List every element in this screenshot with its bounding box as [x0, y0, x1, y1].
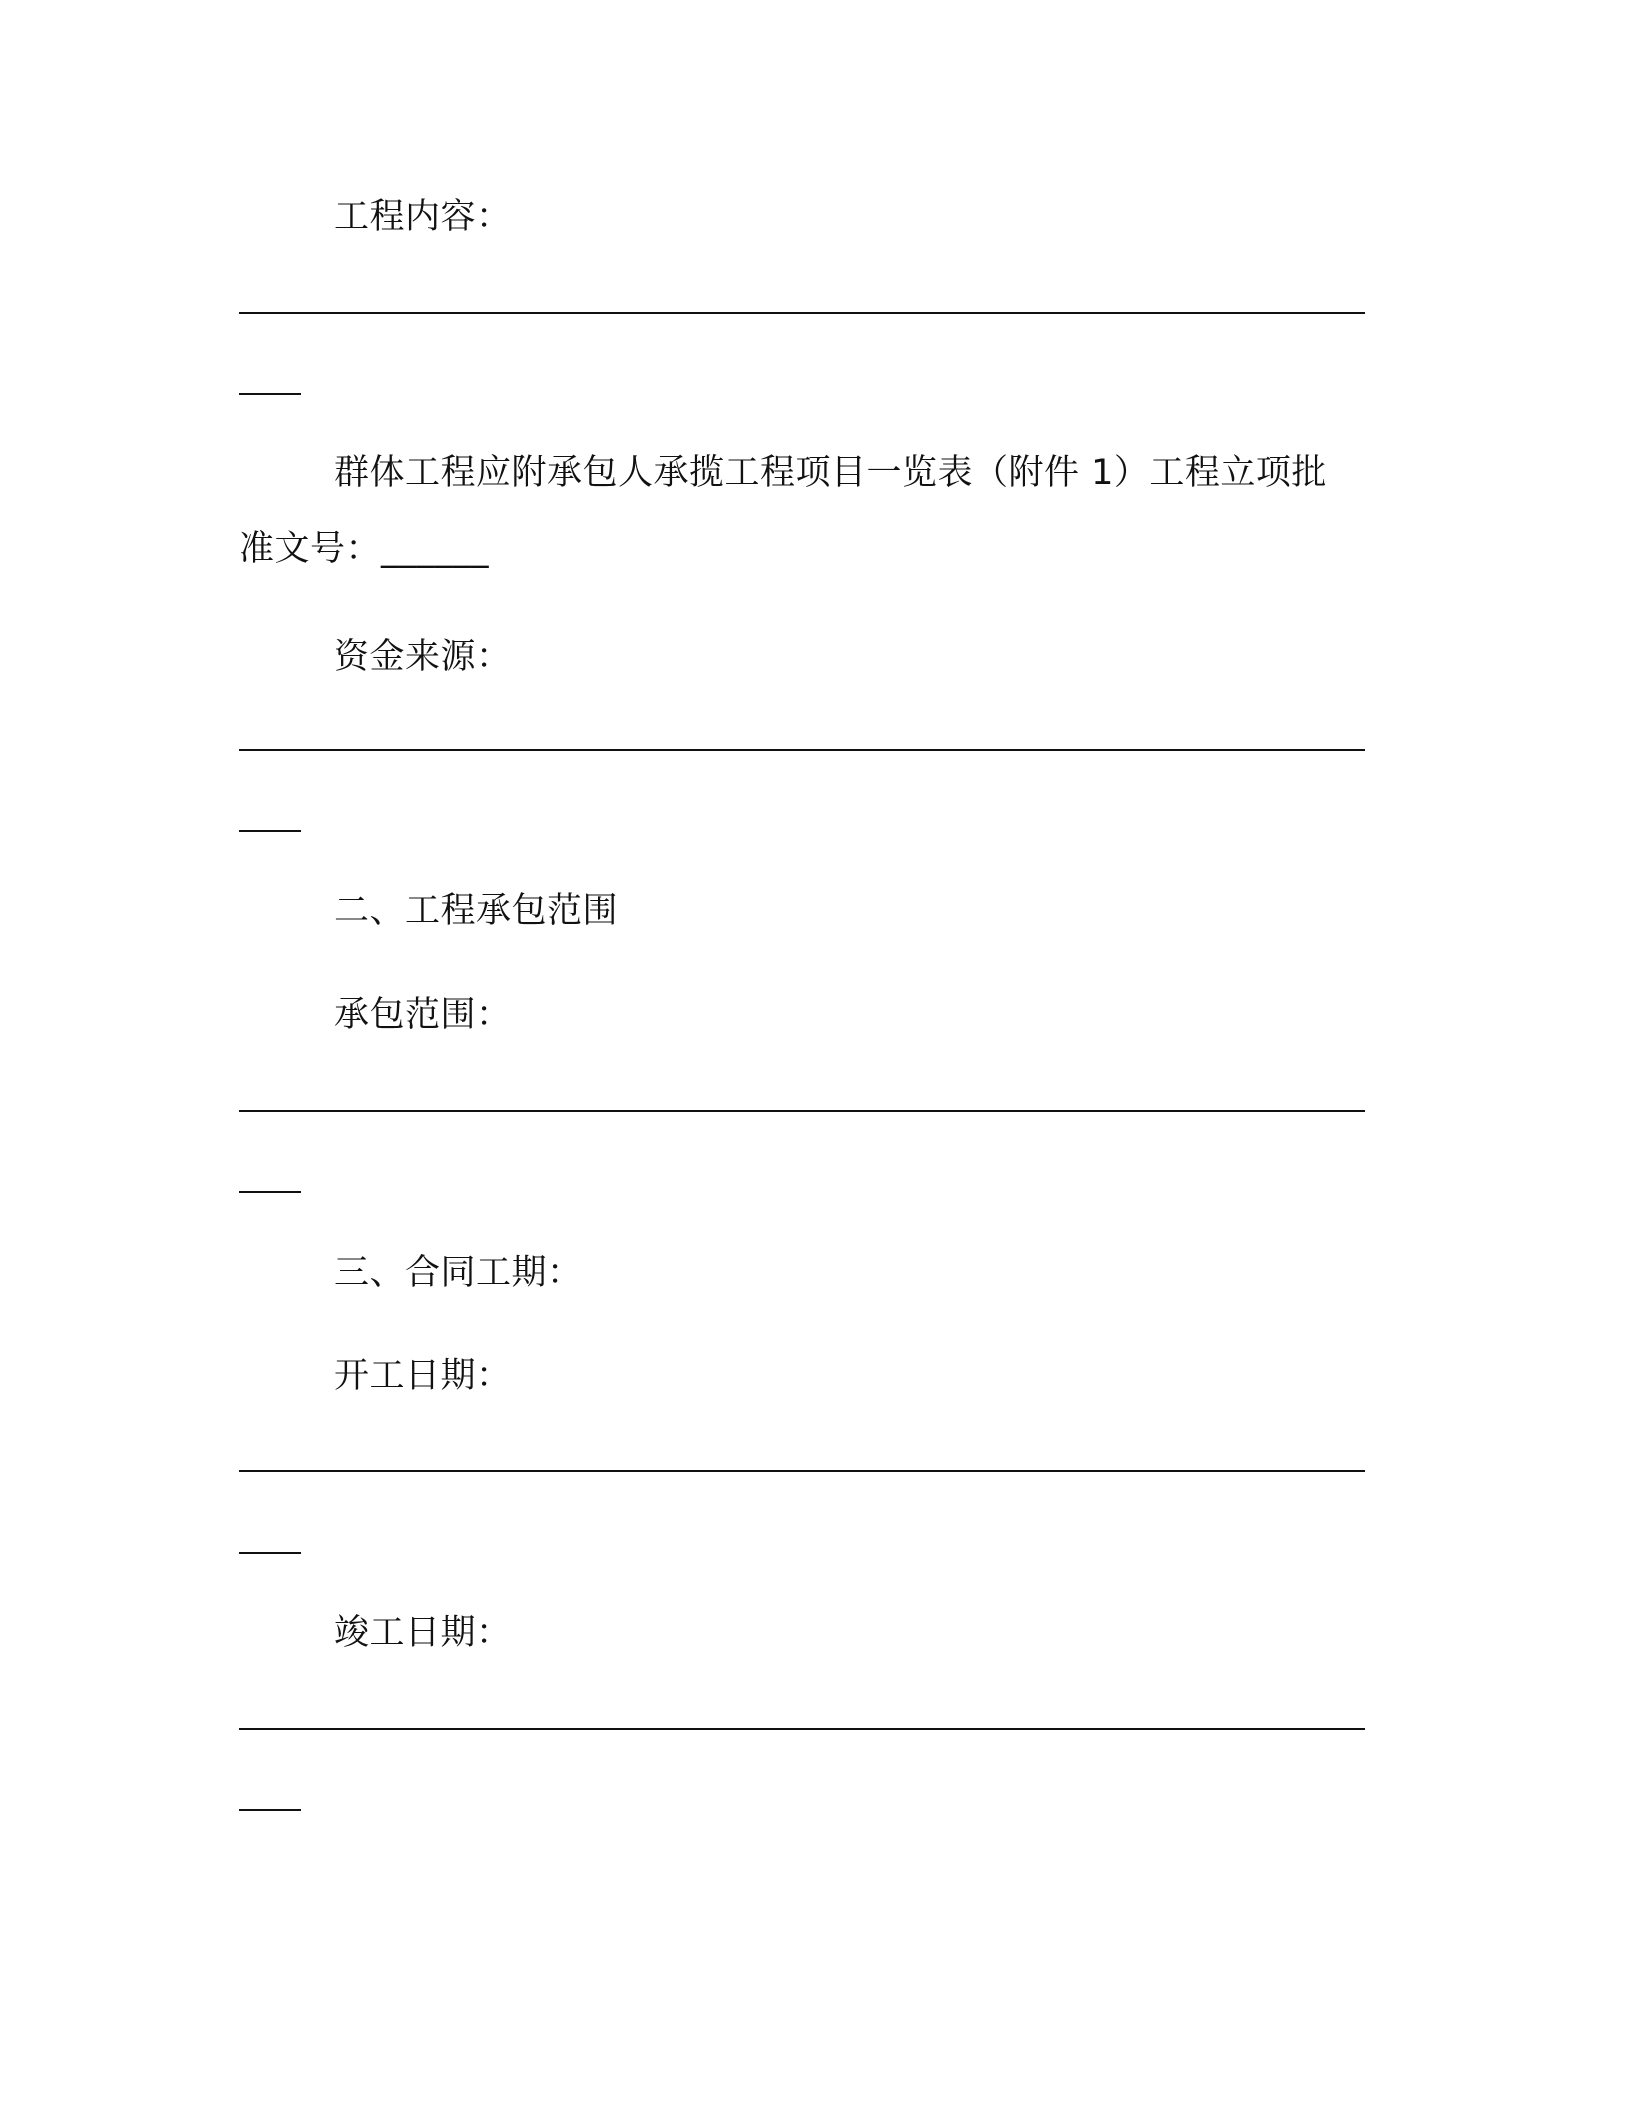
funding-source-fill-line-end: [239, 830, 301, 832]
completion-date-label: 竣工日期：: [334, 1613, 512, 1653]
scope-fill-line: [239, 1110, 1365, 1112]
completion-date-fill-line-end: [239, 1809, 301, 1811]
section-two-heading: 二、工程承包范围: [334, 891, 619, 931]
project-content-label: 工程内容：: [334, 197, 512, 237]
project-content-fill-line: [239, 312, 1365, 314]
scope-label: 承包范围：: [334, 995, 512, 1035]
funding-source-label: 资金来源：: [334, 637, 512, 677]
approval-number-label: 准文号：: [239, 529, 382, 569]
group-project-text-line1: 群体工程应附承包人承揽工程项目一览表（附件 1）工程立项批: [334, 453, 1327, 493]
start-date-label: 开工日期：: [334, 1356, 512, 1396]
project-content-fill-line-end: [239, 393, 301, 395]
approval-number-line: [239, 527, 489, 571]
start-date-fill-line-end: [239, 1552, 301, 1554]
scope-fill-line-end: [239, 1191, 301, 1193]
completion-date-fill-line: [239, 1728, 1365, 1730]
approval-number-blank: ______: [381, 529, 490, 569]
start-date-fill-line: [239, 1470, 1365, 1472]
section-three-heading: 三、合同工期：: [334, 1253, 583, 1293]
funding-source-fill-line: [239, 749, 1365, 751]
